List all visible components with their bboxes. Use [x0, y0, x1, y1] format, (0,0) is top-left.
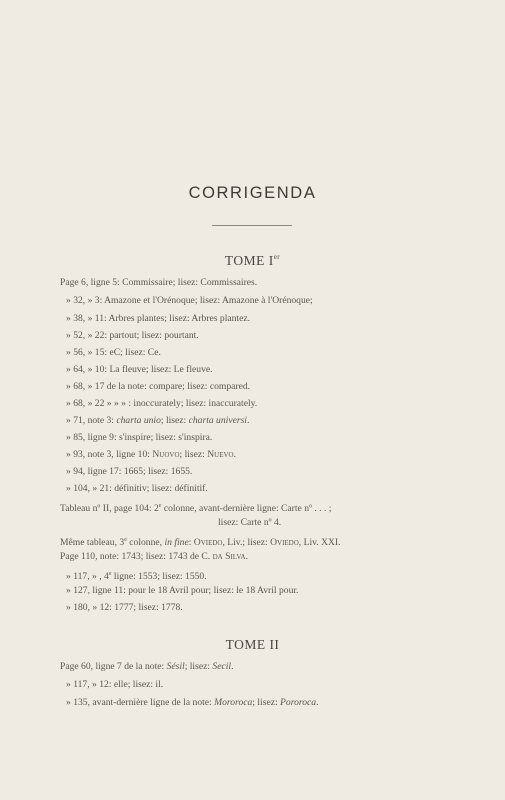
- tome-2-heading: TOME II: [225, 637, 280, 652]
- tome-1-line-7: » 68, » 17 de la note: compare; lisez: compared.: [66, 381, 251, 392]
- tome-1-line-2: » 32, » 3: Amazone et l'Orénoque; lisez: Amazone à l'Orénoque;: [66, 295, 313, 306]
- tome-1-line-9-correction: charta universi: [188, 415, 247, 426]
- tome-1-line-14: Tableau nº II, page 104: 2e colonne, avant-dernière ligne: Carte nº . . . ;: [60, 503, 332, 514]
- tome-1-heading: [0, 253, 505, 269]
- tome-1-line-1: Page 6, ligne 5: Commissaire; lisez: Commissaires.: [60, 277, 258, 288]
- tome-1-line-6: » 64, » 10: La fleuve; lisez: Le fleuve.: [66, 364, 213, 375]
- tome-1-line-4: » 52, » 22: partout; lisez: pourtant.: [66, 330, 199, 341]
- tome-2-line-1: Page 60, ligne 7 de la note: Sésil; lisez: Secil.: [60, 661, 234, 672]
- tome-1-line-10: » 85, ligne 9: s'inspire; lisez: s'inspira.: [66, 432, 213, 443]
- tome-2-line-3: » 135, avant-dernière ligne de la note: Mororoca; lisez: Pororoca.: [66, 697, 319, 708]
- tome-1-line-8: » 68, » 22 » » » : inoccurately; lisez: inaccurately.: [66, 398, 258, 409]
- tome-1-line-5: » 56, » 15: eC; lisez: Ce.: [66, 347, 161, 358]
- tome-1-heading-sup: er: [273, 253, 281, 261]
- tome-1-line-19: » 127, ligne 11: pour le 18 Avril pour; lisez: le 18 Avril pour.: [66, 585, 299, 596]
- tome-2-line-2: » 117, » 12: elle; lisez: il.: [66, 679, 164, 690]
- tome-1-line-12: » 94, ligne 17: 1665; lisez: 1655.: [66, 466, 193, 477]
- tome-1-line-3: » 38, » 11: Arbres plantes; lisez: Arbres plantez.: [66, 313, 251, 324]
- tome-1-line-9-error: charta unio: [116, 415, 161, 426]
- tome-1-line-15: lisez: Carte nº 4.: [218, 517, 282, 528]
- tome-1-line-11: » 93, note 3, ligne 10: Nuovo; lisez: Nuevo.: [66, 449, 236, 460]
- tome-1-line-9: » 71, note 3: charta unio; lisez: charta universi.: [66, 415, 250, 426]
- tome-1-line-20: » 180, » 12: 1777; lisez: 1778.: [66, 602, 183, 613]
- tome-1-line-16: Même tableau, 3e colonne, in fine: Oviedo, Liv.; lisez: Oviedo, Liv. XXI.: [60, 537, 341, 548]
- title-rule: [212, 225, 292, 226]
- tome-1-heading-text: TOME I: [224, 253, 274, 268]
- page-title: CORRIGENDA: [188, 184, 317, 202]
- tome-1-line-18: » 117, » , 4e ligne: 1553; lisez: 1550.: [66, 571, 207, 582]
- tome-1-line-17: Page 110, note: 1743; lisez: 1743 de C. da Silva.: [60, 551, 249, 562]
- tome-1-line-13: » 104, » 21: définitiv; lisez: définitif.: [66, 483, 208, 494]
